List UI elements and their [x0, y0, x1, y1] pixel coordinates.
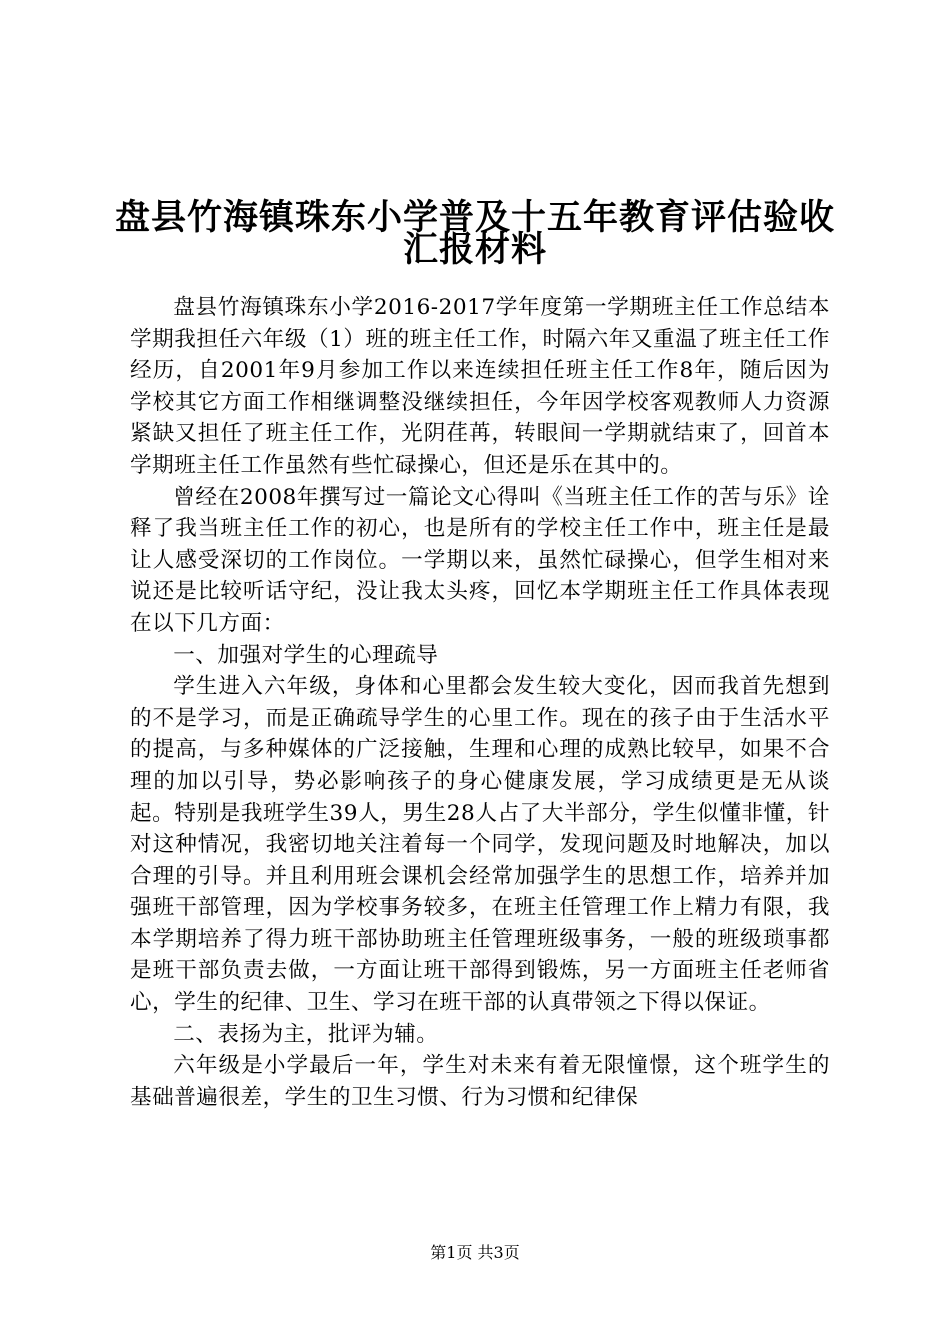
- document-body: [130, 292, 830, 1113]
- paragraph-section-1: 学生进入六年级，身体和心里都会发生较大变化，因而我首先想到的不是学习，而是正确疏导学生的心里工作。现在的孩子由于生活水平的提高，与多种媒体的广泛接触，生理和心理的成熟比较早，如果不合理的加以引导，势必影响孩子的身心健康发展，学习成绩更是无从谈起。特别是我班学生39人，男生28人占了大半部分，学生似懂非懂，针对这种情况，我密切地关注着每一个同学，发现问题及时地解决，加以合理的引导。并且利用班会课机会经常加强学生的思想工作，培养并加强班干部管理，因为学校事务较多，在班主任管理工作上精力有限，我本学期培养了得力班干部协助班主任管理班级事务，一般的班级琐事都是班干部负责去做，一方面让班干部得到锻炼，另一方面班主任老师省心，学生的纪律、卫生、学习在班干部的认真带领之下得以保证。: [130, 674, 830, 1016]
- paragraph-intro: 盘县竹海镇珠东小学2016-2017学年度第一学期班主任工作总结本学期我担任六年级（1）班的班主任工作，时隔六年又重温了班主任工作经历，自2001年9月参加工作以来连续担任班主任工作8年，随后因为学校其它方面工作相继调整没继续担任，今年因学校客观教师人力资源紧缺又担任了班主任工作，光阴荏苒，转眼间一学期就结束了，回首本学期班主任工作虽然有些忙碌操心，但还是乐在其中的。: [130, 295, 830, 478]
- paragraph-reflection: 曾经在2008年撰写过一篇论文心得叫《当班主任工作的苦与乐》诠释了我当班主任工作的初心，也是所有的学校主任工作中，班主任是最让人感受深切的工作岗位。一学期以来，虽然忙碌操心，但学生相对来说还是比较听话守纪，没让我太头疼，回忆本学期班主任工作具体表现在以下几方面：: [130, 484, 830, 636]
- section-heading-1: 一、加强对学生的心理疏导: [173, 642, 439, 668]
- page-footer: 第1页 共3页: [430, 1243, 520, 1262]
- document-title-line-1: 盘县竹海镇珠东小学普及十五年教育评估验收: [114, 197, 835, 238]
- paragraph-section-2: 六年级是小学最后一年，学生对未来有着无限憧憬，这个班学生的基础普遍很差，学生的卫生习惯、行为习惯和纪律保: [130, 1053, 830, 1110]
- section-heading-2: 二、表扬为主，批评为辅。: [173, 1021, 439, 1047]
- document-title-line-2: 汇报材料: [402, 229, 547, 270]
